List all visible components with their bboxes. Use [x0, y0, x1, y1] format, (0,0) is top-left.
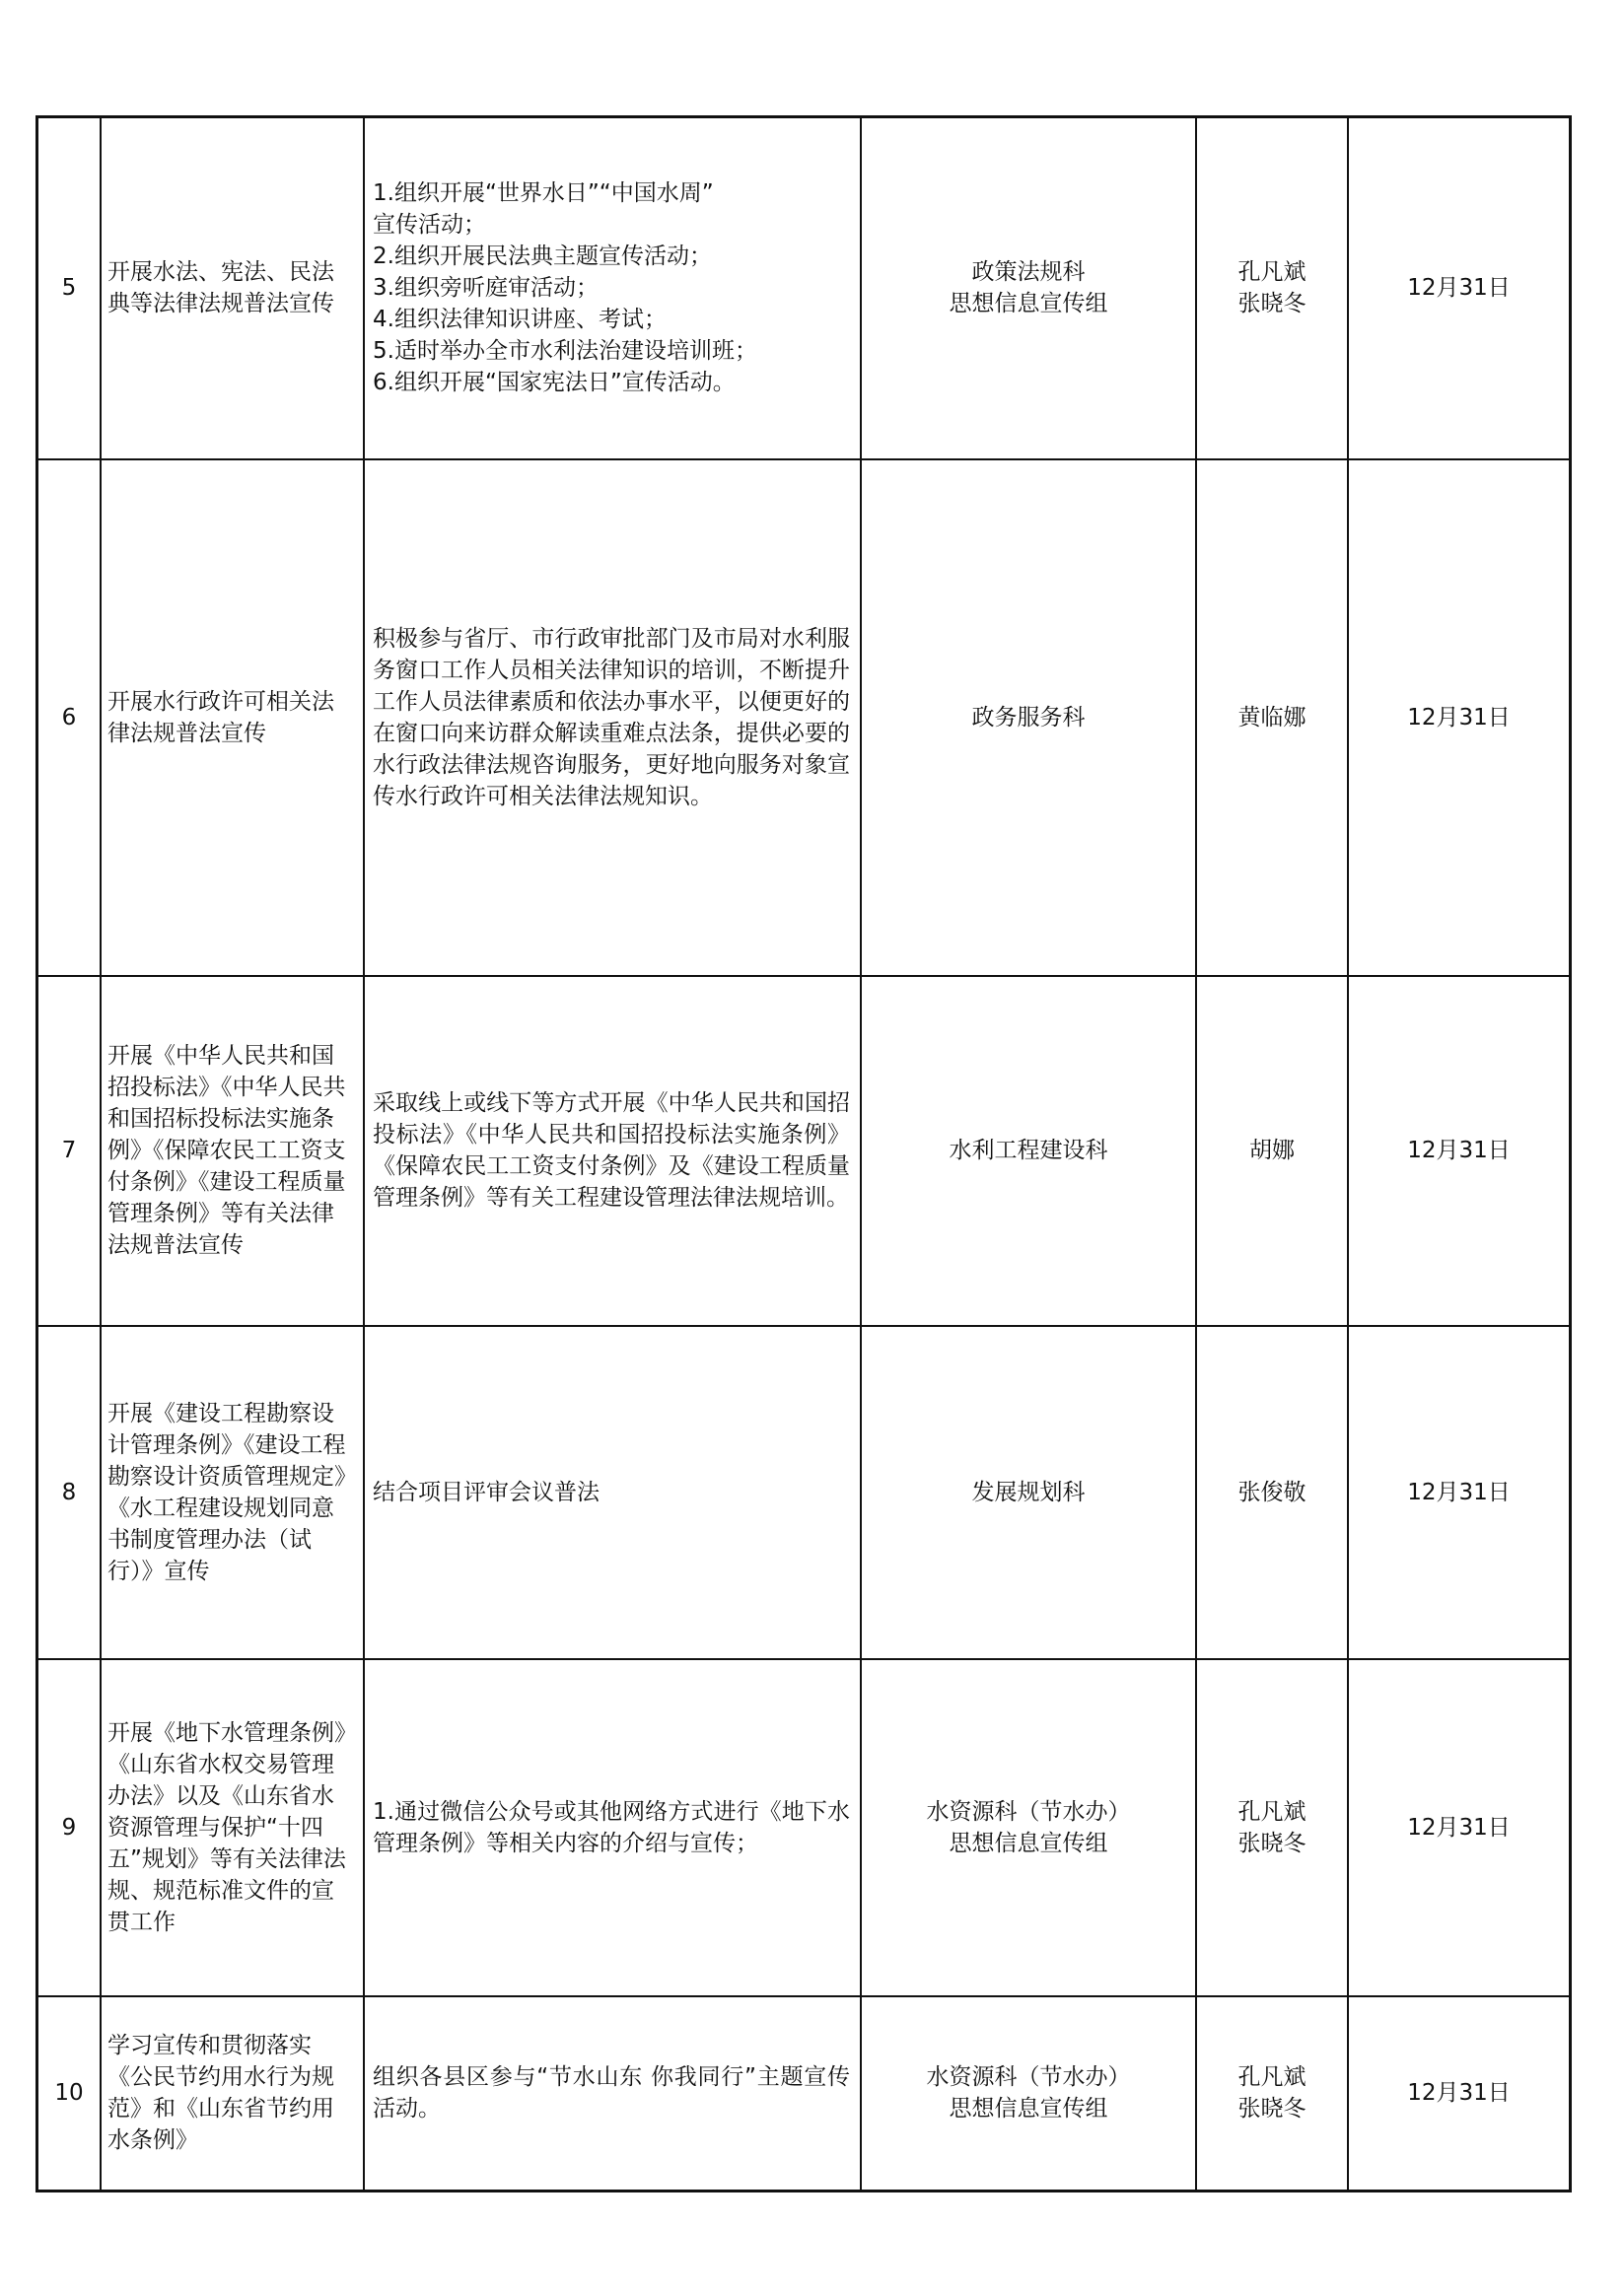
deadline: 12月31日: [1407, 2080, 1511, 2107]
department-cell: [861, 1996, 1196, 2192]
department-cell: [861, 117, 1196, 459]
item-text: 开展《中华人民共和国招投标法》《中华人民共和国招标投标法实施条例》《保障农民工工资支付条例》《建设工程质量管理条例》等有关法律法规普法宣传: [107, 1043, 346, 1258]
responsible-person-cell: [1196, 1326, 1348, 1659]
deadline: 12月31日: [1407, 275, 1511, 302]
content-text: 采取线上或线下等方式开展《中华人民共和国招投标法》《中华人民共和国招投标法实施条例》《保障农民工工资支付条例》及《建设工程质量管理条例》等有关工程建设管理法律法规培训。: [373, 1090, 850, 1211]
deadline: 12月31日: [1407, 1814, 1511, 1841]
content-text: 积极参与省厅、市行政审批部门及市局对水利服务窗口工作人员相关法律知识的培训，不断提升工作人员法律素质和依法办事水平，以便更好的在窗口向来访群众解读重难点法条，提供必要的水行政法律法规咨询服务，更好地向服务对象宣传水行政许可相关法律法规知识。: [373, 625, 850, 809]
responsible-person-cell: [1196, 459, 1348, 976]
item-text: 开展水法、宪法、民法典等法律法规普法宣传: [107, 259, 334, 317]
deadline-cell: [1348, 459, 1571, 976]
row-number-cell: [37, 1659, 102, 1996]
row-number: 8: [61, 1479, 77, 1505]
deadline-cell: [1348, 1326, 1571, 1659]
deadline-cell: [1348, 1996, 1571, 2192]
table-row: [37, 117, 1571, 459]
responsible-person: 黄临娜: [1237, 704, 1306, 731]
content-line: 4.组织法律知识讲座、考试；: [373, 307, 667, 333]
responsible-person-cell: [1196, 117, 1348, 459]
department-name: 政务服务科: [971, 704, 1086, 731]
department-name: 水利工程建设科: [949, 1138, 1108, 1163]
responsible-person: 孔凡斌: [1237, 1798, 1306, 1825]
responsible-person: 孔凡斌: [1237, 259, 1306, 286]
department-cell: [861, 976, 1196, 1326]
content-cell: [364, 1326, 861, 1659]
department-name: 水资源科（节水办）: [926, 2064, 1131, 2091]
row-number: 7: [61, 1138, 77, 1163]
row-number: 10: [54, 2080, 84, 2107]
content-cell: [364, 1659, 861, 1996]
department-name: 水资源科（节水办）: [926, 1798, 1131, 1825]
content-text: 结合项目评审会议普法: [373, 1479, 600, 1505]
content-line: 宣传活动；: [373, 212, 486, 239]
content-line: 3.组织旁听庭审活动；: [373, 275, 599, 302]
responsible-person-cell: [1196, 1659, 1348, 1996]
item-text: 开展《建设工程勘察设计管理条例》《建设工程勘察设计资质管理规定》《水工程建设规划同意书制度管理办法（试行）》宣传: [107, 1400, 346, 1584]
row-number-cell: [37, 117, 102, 459]
row-number-cell: [37, 1996, 102, 2192]
content-cell: [364, 1996, 861, 2192]
content-cell: [364, 117, 861, 459]
responsible-person: 张晓冬: [1237, 1830, 1306, 1856]
row-number: 5: [61, 275, 77, 302]
department-name: 思想信息宣传组: [949, 291, 1108, 317]
item-cell: [101, 117, 364, 459]
content-list: [365, 177, 860, 398]
row-number: 6: [61, 704, 77, 731]
content-cell: [364, 976, 861, 1326]
deadline: 12月31日: [1407, 1138, 1511, 1163]
responsible-person: 胡娜: [1249, 1138, 1295, 1163]
work-plan-table: [35, 115, 1572, 2192]
department-name: 政策法规科: [971, 259, 1086, 286]
responsible-person: 张晓冬: [1237, 2096, 1306, 2122]
item-cell: [101, 1326, 364, 1659]
table-row: [37, 459, 1571, 976]
department-cell: [861, 459, 1196, 976]
deadline-cell: [1348, 976, 1571, 1326]
deadline: 12月31日: [1407, 704, 1511, 731]
item-text: 开展水行政许可相关法律法规普法宣传: [107, 688, 334, 746]
content-line: 1.组织开展“世界水日”“中国水周”: [373, 180, 714, 207]
row-number-cell: [37, 1326, 102, 1659]
item-cell: [101, 1659, 364, 1996]
item-cell: [101, 976, 364, 1326]
responsible-person: 孔凡斌: [1237, 2064, 1306, 2091]
deadline: 12月31日: [1407, 1479, 1511, 1505]
department-cell: [861, 1326, 1196, 1659]
responsible-person-cell: [1196, 1996, 1348, 2192]
content-line: 2.组织开展民法典主题宣传活动；: [373, 244, 712, 270]
item-cell: [101, 459, 364, 976]
table-row: [37, 976, 1571, 1326]
content-line: 6.组织开展“国家宪法日”宣传活动。: [373, 370, 736, 396]
department-name: 发展规划科: [971, 1479, 1086, 1505]
deadline-cell: [1348, 1659, 1571, 1996]
table-row: [37, 1326, 1571, 1659]
responsible-person: 张俊敬: [1237, 1479, 1306, 1505]
table-row: [37, 1659, 1571, 1996]
content-cell: [364, 459, 861, 976]
responsible-person: 张晓冬: [1237, 291, 1306, 317]
content-line: 5.适时举办全市水利法治建设培训班；: [373, 338, 757, 365]
department-name: 思想信息宣传组: [949, 1830, 1108, 1856]
department-name: 思想信息宣传组: [949, 2096, 1108, 2122]
row-number: 9: [61, 1814, 77, 1841]
item-cell: [101, 1996, 364, 2192]
deadline-cell: [1348, 117, 1571, 459]
responsible-person-cell: [1196, 976, 1348, 1326]
row-number-cell: [37, 976, 102, 1326]
item-text: 学习宣传和贯彻落实《公民节约用水行为规范》和《山东省节约用水条例》: [107, 2033, 334, 2154]
row-number-cell: [37, 459, 102, 976]
table-row: [37, 1996, 1571, 2192]
content-text: 组织各县区参与“节水山东 你我同行”主题宣传活动。: [373, 2064, 850, 2122]
content-text: 1.通过微信公众号或其他网络方式进行《地下水管理条例》等相关内容的介绍与宣传；: [373, 1798, 850, 1856]
department-cell: [861, 1659, 1196, 1996]
item-text: 开展《地下水管理条例》《山东省水权交易管理办法》以及《山东省水资源管理与保护“十四五”规划》等有关法律法规、规范标准文件的宣贯工作: [107, 1719, 346, 1935]
